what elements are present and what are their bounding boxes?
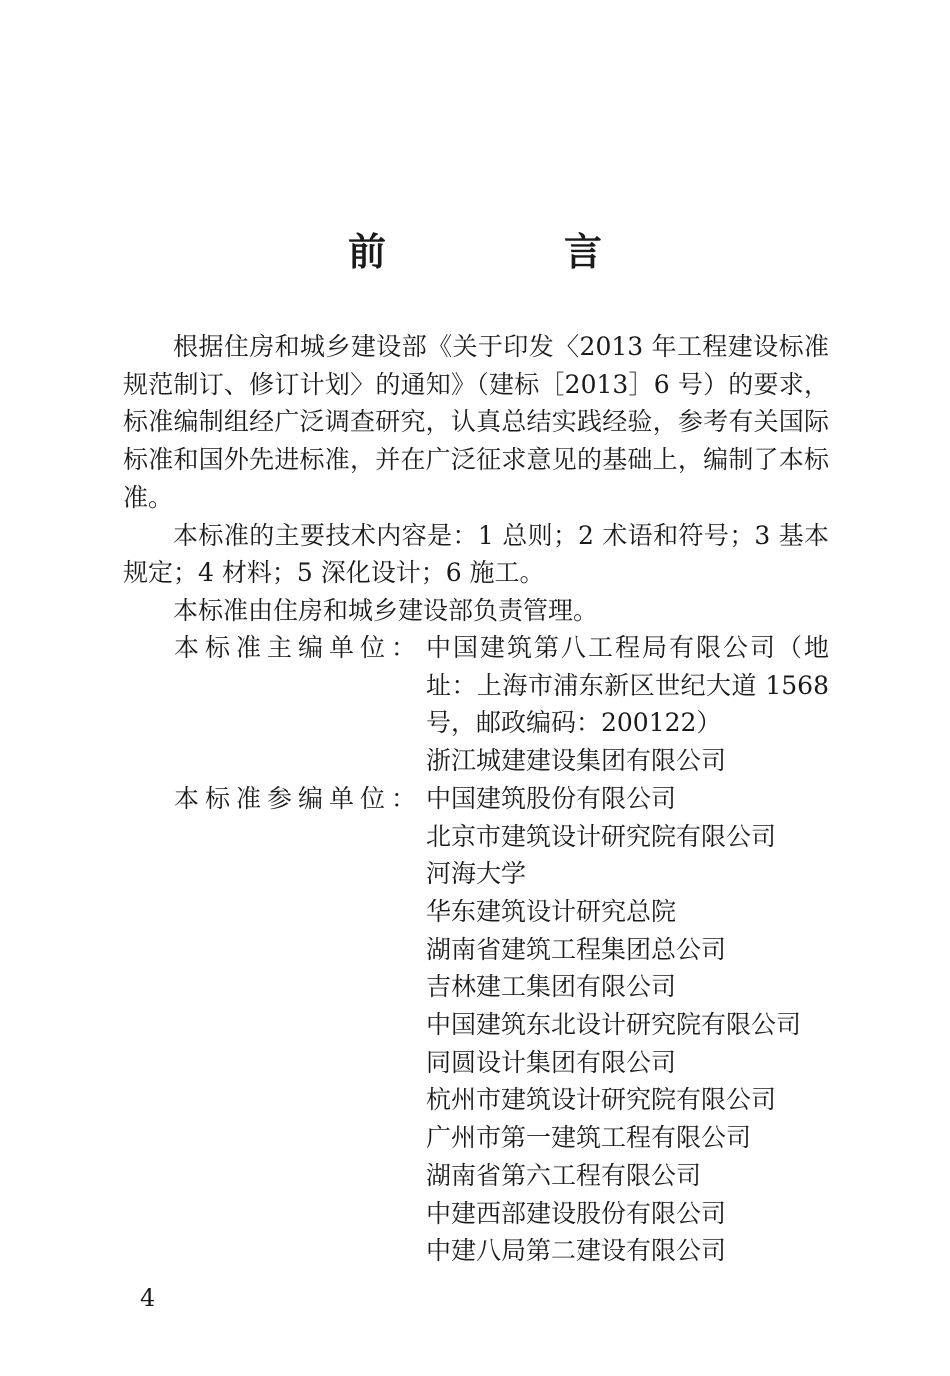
- preface-paragraph: 本标准的主要技术内容是：1 总则；2 术语和符号；3 基本规定；4 材料；5 深化设计；6 施工。: [123, 520, 829, 588]
- participating-units-label: 本标准参编单位：: [174, 783, 423, 813]
- preface-paragraph: 本标准由住房和城乡建设部负责管理。: [173, 595, 599, 625]
- unit-name: 中国建筑股份有限公司: [426, 783, 677, 813]
- preface-body: [123, 328, 829, 630]
- unit-name: 同圆设计集团有限公司: [426, 1047, 677, 1077]
- unit-name: 河海大学: [426, 859, 527, 889]
- chief-units-list: [426, 629, 829, 780]
- page-title: 前 言: [347, 229, 672, 274]
- participating-units-list: [426, 780, 829, 1270]
- unit-name: 吉林建工集团有限公司: [426, 972, 677, 1002]
- unit-name: 中国建筑第八工程局有限公司（地址：上海市浦东新区世纪大道 1568 号，邮政编码：200122）: [426, 633, 829, 738]
- unit-name: 中建八局第二建设有限公司: [426, 1236, 727, 1266]
- unit-name: 华东建筑设计研究总院: [426, 896, 677, 926]
- unit-name: 中国建筑东北设计研究院有限公司: [426, 1010, 802, 1040]
- chief-units-block: [174, 629, 829, 780]
- participating-units-block: [174, 780, 829, 1270]
- preface-paragraph: 根据住房和城乡建设部《关于印发〈2013 年工程建设标准规范制订、修订计划〉的通知》（建标［2013］6 号）的要求，标准编制组经广泛调查研究，认真总结实践经验，参考有关国际标准和国外先进标准，并在广泛征求意见的基础上，编制了本标准。: [123, 332, 829, 512]
- chief-units-label: 本标准主编单位：: [174, 633, 423, 662]
- unit-name: 广州市第一建筑工程有限公司: [426, 1123, 752, 1153]
- unit-name: 杭州市建筑设计研究院有限公司: [426, 1085, 777, 1115]
- drafting-units: [174, 629, 829, 1270]
- unit-name: 湖南省建筑工程集团总公司: [426, 934, 727, 964]
- unit-name: 浙江城建建设集团有限公司: [426, 746, 727, 776]
- unit-name: 北京市建筑设计研究院有限公司: [426, 821, 777, 851]
- unit-name: 中建西部建设股份有限公司: [426, 1198, 727, 1228]
- unit-name: 湖南省第六工程有限公司: [426, 1160, 702, 1190]
- page-number: 4: [140, 1284, 156, 1312]
